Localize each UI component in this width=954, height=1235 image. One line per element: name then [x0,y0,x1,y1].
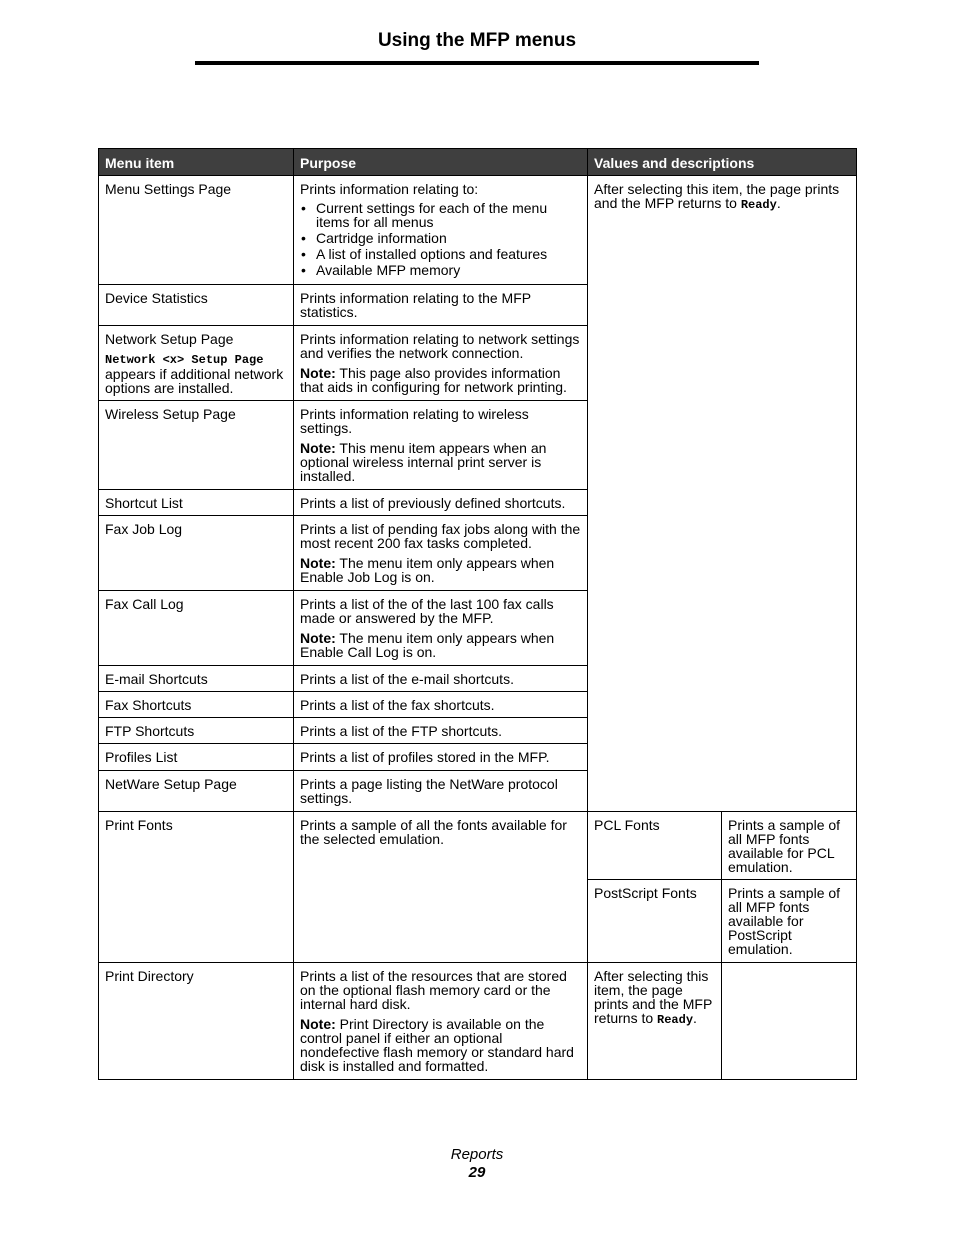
value-cell [588,812,722,880]
purpose-cell [294,963,588,1080]
note-label: Note: [300,630,336,646]
value-description: Prints a sample of all MFP fonts available for PostScript emulation. [728,885,841,957]
menu-item-label: NetWare Setup Page [105,776,237,792]
values-text-end: . [776,195,781,211]
menu-item-label: Print Fonts [105,817,173,833]
purpose-cell [294,771,588,812]
menu-item-cell [99,963,294,1080]
reports-menu-table [98,148,857,1080]
ready-keyword: Ready [657,1013,694,1027]
value-label: PCL Fonts [594,817,660,833]
description-cell [722,963,857,1080]
list-item: • Current settings for each of the menu items for all menus [300,201,581,229]
note-text: This page also provides information that aids in configuring for network printing. [300,365,567,395]
values-cell-shared [588,176,857,812]
purpose-cell [294,401,588,490]
value-cell [588,880,722,963]
value-cell [588,963,722,1080]
menu-item-cell [99,401,294,490]
purpose-text: Prints a list of the fax shortcuts. [300,697,495,713]
title-rule [195,61,759,65]
table-row [99,812,857,880]
menu-item-label: Shortcut List [105,495,183,511]
menu-item-label: Device Statistics [105,290,208,306]
description-cell [722,880,857,963]
purpose-text: Prints information relating to the MFP statistics. [300,290,531,320]
purpose-cell [294,744,588,771]
menu-item-cell [99,666,294,692]
purpose-cell [294,718,588,744]
purpose-text: Prints a list of pending fax jobs along with the most recent 200 fax tasks completed. [300,521,581,551]
purpose-note [300,556,581,584]
menu-item-label: Fax Shortcuts [105,697,192,713]
menu-item-label: FTP Shortcuts [105,723,195,739]
menu-item-cell [99,591,294,666]
purpose-note [300,441,581,483]
purpose-note [300,631,581,659]
purpose-cell [294,176,588,285]
purpose-cell [294,666,588,692]
purpose-text: Prints a list of the e-mail shortcuts. [300,671,514,687]
column-header-purpose: Purpose [294,149,588,176]
purpose-note [300,1017,581,1073]
page-footer [0,1146,954,1182]
purpose-cell [294,692,588,718]
purpose-text: Prints information relating to network settings and verifies the network connection. [300,331,580,361]
menu-item-cell [99,326,294,401]
values-text-end: . [693,1010,697,1026]
table-row [99,963,857,1080]
values-text: After selecting this item, the page prints and the MFP returns to [594,968,713,1026]
menu-item-label: Print Directory [105,968,194,984]
note-label: Note: [300,1016,336,1032]
menu-item-label: Fax Job Log [105,521,183,537]
menu-item-cell [99,771,294,812]
menu-item-label: Network Setup Page [105,331,234,347]
column-header-menu-item: Menu item [99,149,294,176]
menu-item-note [105,351,287,395]
page-title: Using the MFP menus [377,30,577,51]
menu-item-label: Menu Settings Page [105,181,232,197]
menu-item-cell [99,285,294,326]
note-label: Note: [300,440,336,456]
purpose-text: Prints a list of profiles stored in the MFP. [300,749,550,765]
menu-item-cell [99,812,294,963]
purpose-cell [294,516,588,591]
note-label: Note: [300,365,336,381]
purpose-cell [294,591,588,666]
page-number: 29 [468,1164,486,1181]
list-item: • Available MFP memory [300,263,581,277]
purpose-text: Prints information relating to wireless settings. [300,406,529,436]
purpose-text: Prints information relating to: [300,181,479,197]
note-text: The menu item only appears when Enable Call Log is on. [300,630,555,660]
menu-item-cell [99,744,294,771]
purpose-cell [294,812,588,963]
menu-item-label: Fax Call Log [105,596,184,612]
purpose-text: Prints a list of the resources that are stored on the optional flash memory card or the internal hard disk. [300,968,567,1012]
ready-keyword: Ready [740,198,777,212]
purpose-note [300,366,581,394]
menu-item-extra: appears if additional network options are installed. [105,366,284,396]
note-text: The menu item only appears when Enable Job Log is on. [300,555,555,585]
purpose-text: Prints a list of previously defined shortcuts. [300,495,566,511]
menu-item-label: E-mail Shortcuts [105,671,208,687]
purpose-cell [294,490,588,516]
table-header-row [99,149,857,176]
note-text: This menu item appears when an optional wireless internal print server is installed. [300,440,547,484]
note-text: Print Directory is available on the control panel if either an optional nondefective flash memory or standard hard disk is installed and formatted. [300,1016,574,1074]
menu-item-cell [99,516,294,591]
menu-item-cell [99,490,294,516]
purpose-text: Prints a list of the of the last 100 fax calls made or answered by the MFP. [300,596,554,626]
values-text: After selecting this item, the page prints and the MFP returns to [594,181,840,211]
note-label: Note: [300,555,336,571]
column-header-values: Values and descriptions [588,149,857,176]
list-item: • A list of installed options and features [300,247,581,261]
purpose-text: Prints a list of the FTP shortcuts. [300,723,503,739]
menu-item-label: Wireless Setup Page [105,406,236,422]
network-setup-page-keyword: Network <x> Setup Page [105,353,264,367]
description-cell [722,812,857,880]
menu-item-label: Profiles List [105,749,178,765]
value-description: Prints a sample of all MFP fonts available for PCL emulation. [728,817,841,875]
menu-item-cell [99,692,294,718]
list-item: • Cartridge information [300,231,581,245]
purpose-cell [294,326,588,401]
purpose-bullet-list [300,201,581,277]
purpose-text: Prints a sample of all the fonts available for the selected emulation. [300,817,567,847]
purpose-cell [294,285,588,326]
menu-item-cell [99,176,294,285]
table-row [99,176,857,285]
menu-item-cell [99,718,294,744]
purpose-text: Prints a page listing the NetWare protocol settings. [300,776,558,806]
value-label: PostScript Fonts [594,885,697,901]
footer-section-name: Reports [450,1146,504,1163]
